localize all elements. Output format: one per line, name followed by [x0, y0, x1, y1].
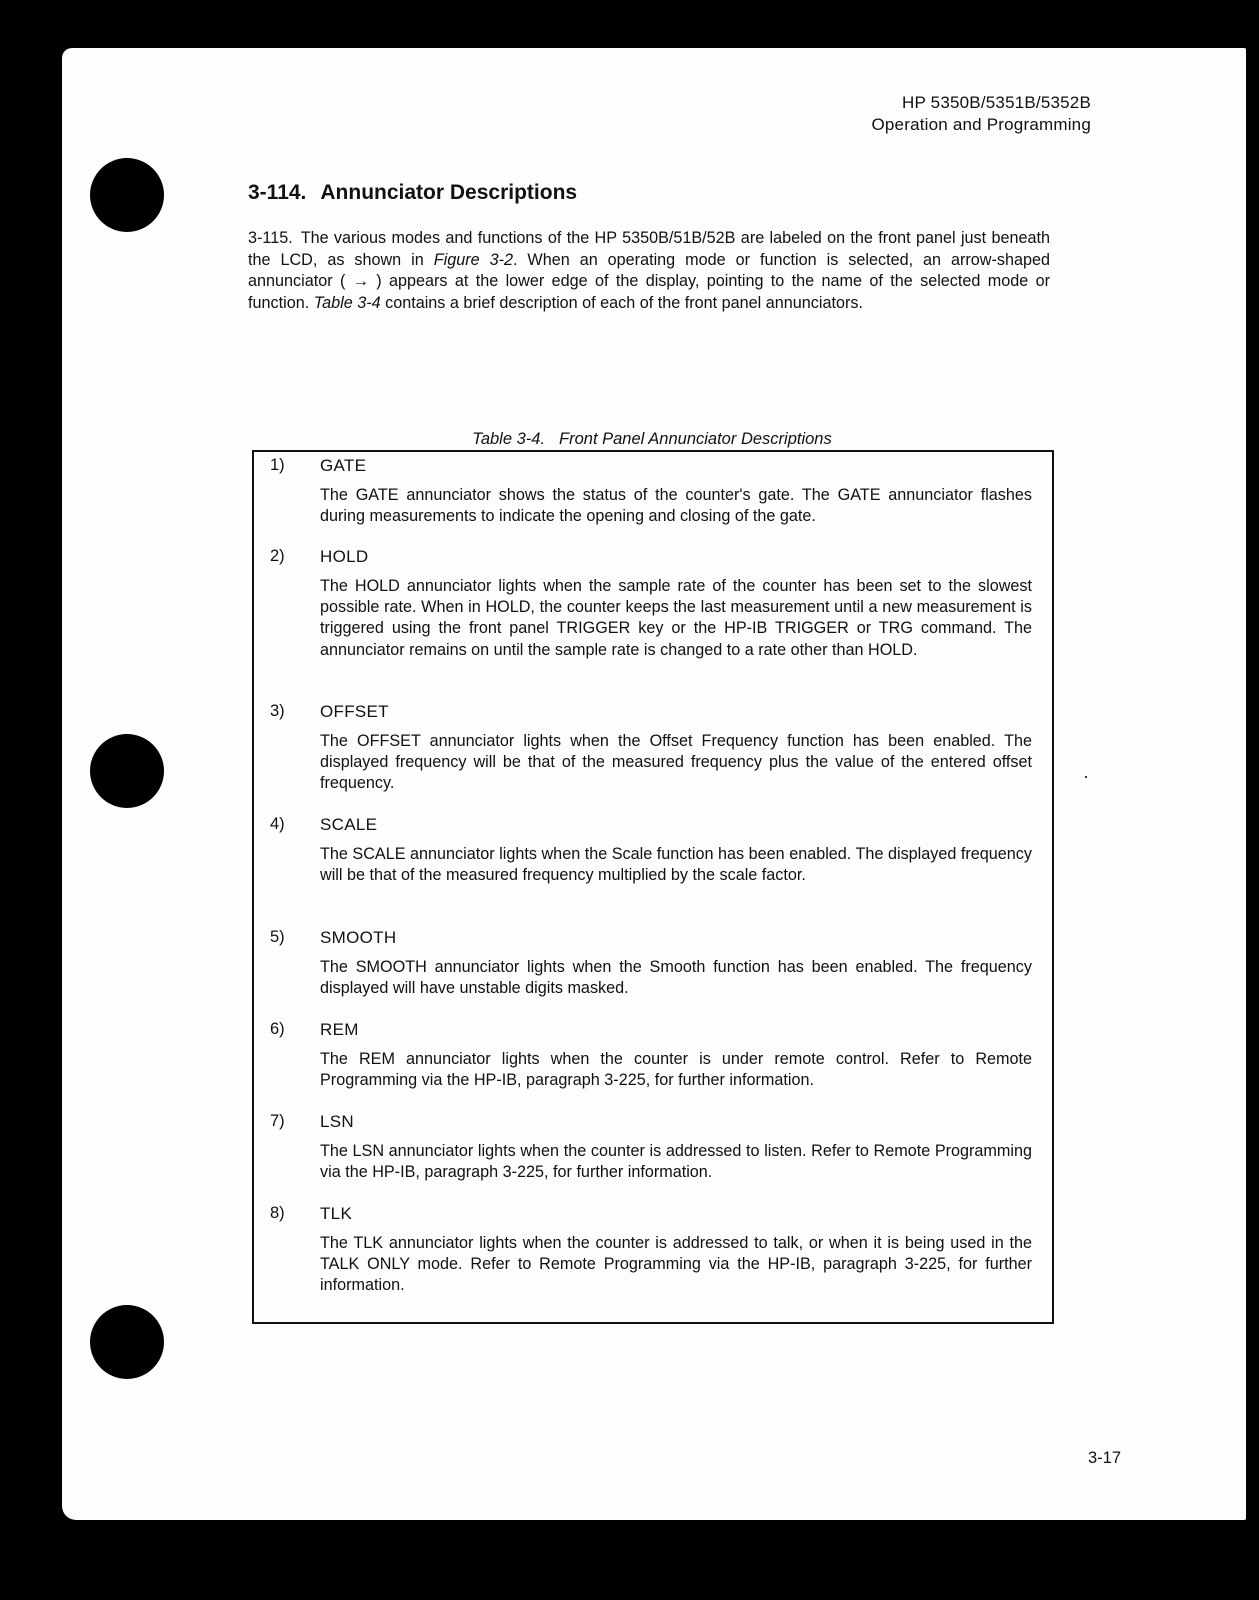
- intro-text-1: The various modes and functions of the HP 5350B/51B/52B are labeled on the front panel just beneath the LCD, as shown in: [248, 229, 1050, 269]
- entry-number: 3): [270, 702, 285, 720]
- intro-text-3: contains a brief description of each of the front panel annunciators.: [380, 293, 863, 312]
- table-number: Table 3-4.: [472, 430, 546, 448]
- entry-name: REM: [320, 1020, 359, 1039]
- entry-description: The HOLD annunciator lights when the sample rate of the counter has been set to the slowest possible rate. When in HOLD, the counter keeps the last measurement until a new measurement is triggered using the front panel TRIGGER key or the HP-IB TRIGGER or TRG command. The annunciator remains on until the sample rate is changed to a rate other than HOLD.: [320, 577, 1032, 659]
- figure-reference: Figure 3-2: [433, 250, 513, 269]
- entry-description: The LSN annunciator lights when the counter is addressed to listen. Refer to Remote Programming via the HP-IB, paragraph 3-225, for further information.: [320, 1142, 1032, 1182]
- table-reference: Table 3-4: [313, 293, 381, 312]
- entry-name: HOLD: [320, 547, 369, 566]
- entry-description: The TLK annunciator lights when the counter is addressed to talk, or when it is being used in the TALK ONLY mode. Refer to Remote Programming via the HP-IB, paragraph 3-225, for further information.: [320, 1234, 1032, 1295]
- section-number: 3-114.: [248, 181, 307, 204]
- paragraph-number: 3-115.: [248, 229, 293, 247]
- scan-speck: [1085, 776, 1087, 778]
- entry-number: 2): [270, 547, 285, 565]
- section-title: Annunciator Descriptions: [320, 181, 578, 204]
- table-caption: [248, 430, 1056, 449]
- entry-description: The OFFSET annunciator lights when the Offset Frequency function has been enabled. The displayed frequency will be that of the measured frequency plus the value of the entered offset frequency.: [320, 732, 1032, 793]
- entry-number: 1): [270, 456, 285, 474]
- entry-name: OFFSET: [320, 702, 389, 721]
- annunciator-table: [252, 450, 1054, 1324]
- entry-description: The SCALE annunciator lights when the Scale function has been enabled. The displayed frequency will be that of the measured frequency multiplied by the scale factor.: [320, 845, 1032, 885]
- entry-number: 7): [270, 1112, 285, 1130]
- entry-name: SCALE: [320, 815, 378, 834]
- intro-text-2: . When an operating mode or function is selected, an arrow-shaped annunciator ( → ) appears at the lower edge of the display, pointing to the name of the selected mode or function.: [248, 250, 1050, 312]
- entry-name: SMOOTH: [320, 928, 397, 947]
- entry-description: The GATE annunciator shows the status of the counter's gate. The GATE annunciator flashes during measurements to indicate the opening and closing of the gate.: [320, 486, 1032, 526]
- entry-name: LSN: [320, 1112, 354, 1131]
- intro-paragraph: [248, 228, 1050, 314]
- entry-number: 8): [270, 1204, 285, 1222]
- entry-name: TLK: [320, 1204, 353, 1223]
- entry-number: 4): [270, 815, 285, 833]
- entry-name: GATE: [320, 456, 367, 475]
- header-chapter: Operation and Programming: [871, 115, 1091, 134]
- binder-hole-middle: [90, 734, 164, 808]
- entry-description: The SMOOTH annunciator lights when the Smooth function has been enabled. The frequency displayed will have unstable digits masked.: [320, 958, 1032, 998]
- entry-number: 6): [270, 1020, 285, 1038]
- header-model: HP 5350B/5351B/5352B: [902, 93, 1091, 112]
- page-header: [871, 92, 1091, 136]
- entry-description: The REM annunciator lights when the counter is under remote control. Refer to Remote Programming via the HP-IB, paragraph 3-225, for further information.: [320, 1050, 1032, 1090]
- binder-hole-bottom: [90, 1305, 164, 1379]
- section-heading: [248, 181, 577, 205]
- entry-number: 5): [270, 928, 285, 946]
- table-title: Front Panel Annunciator Descriptions: [559, 430, 832, 448]
- page-number: 3-17: [1087, 1449, 1121, 1467]
- binder-hole-top: [90, 158, 164, 232]
